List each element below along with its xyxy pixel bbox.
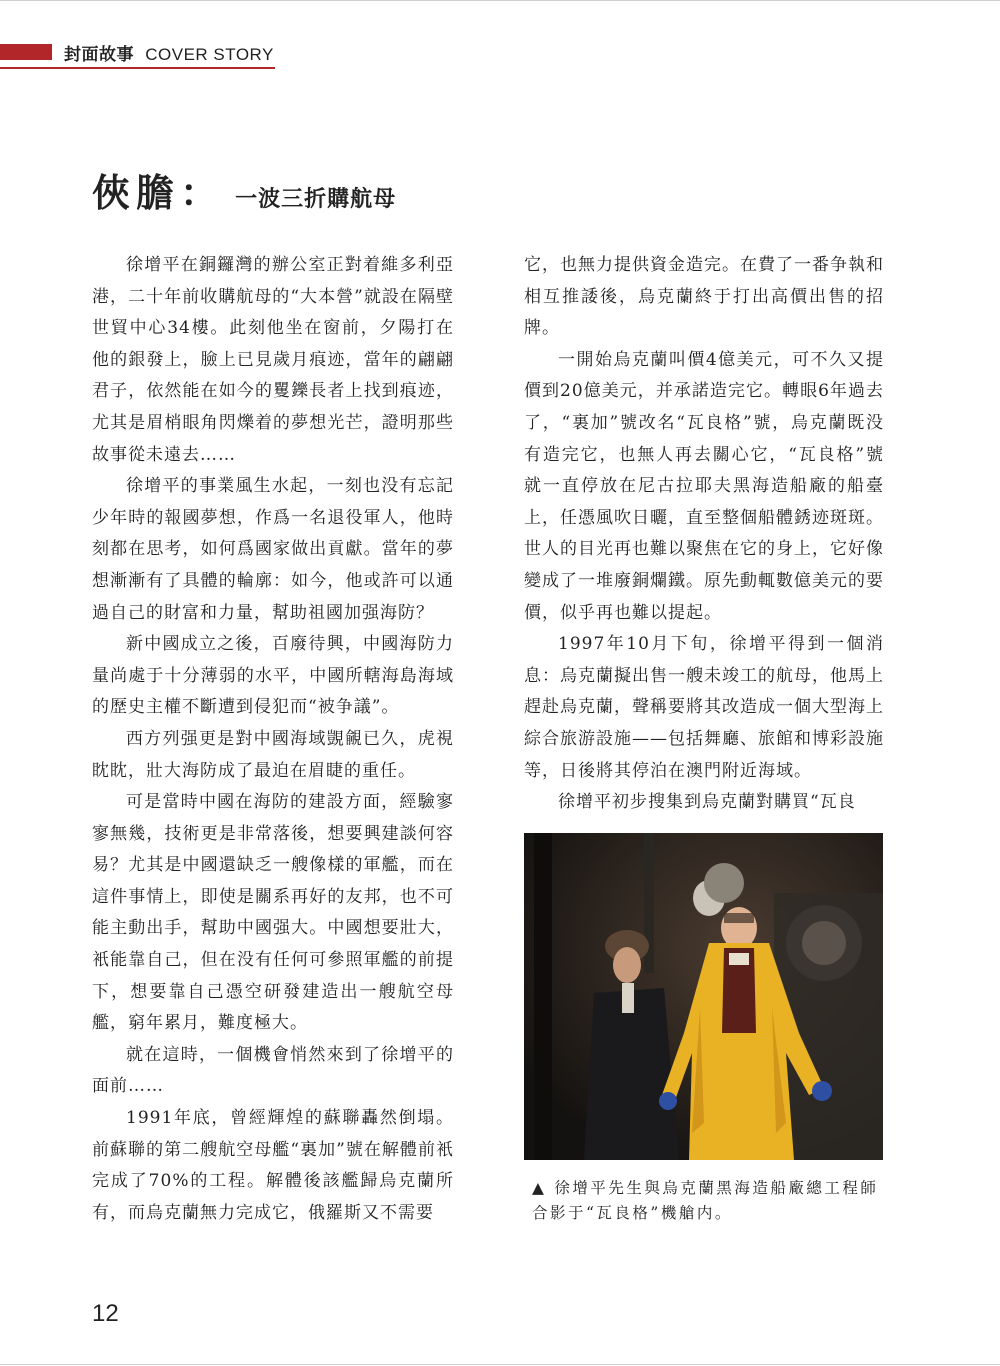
article-subtitle: 一波三折購航母 — [235, 187, 397, 212]
page-number: 12 — [92, 1300, 119, 1327]
article-title — [92, 162, 396, 217]
engine-room-photo — [524, 833, 883, 1160]
paragraph: 1997年10月下旬，徐增平得到一個消息：烏克蘭擬出售一艘未竣工的航母，他馬上趕赴烏克蘭，聲稱要將其改造成一個大型海上綜合旅游設施——包括舞廳、旅館和博彩設施等，日後將其停泊在澳門附近海域。 — [524, 634, 884, 781]
paragraph-continuation: 它，也無力提供資金造完。在費了一番争執和相互推諉後，烏克蘭終于打出高價出售的招牌。 — [524, 255, 884, 339]
paragraph: 一開始烏克蘭叫價4億美元，可不久又提價到20億美元，并承諾造完它。轉眼6年過去了，“裏加”號改名“瓦良格”號，烏克蘭既没有造完它，也無人再去關心它，“瓦良格”號就一直停放在尼古拉耶夫黑海造船廠的船臺上，任憑風吹日曬，直至整個船體銹迹斑斑。世人的目光再也難以聚焦在它的身上，它好像變成了一堆廢銅爛鐵。原先動輒數億美元的要價，似乎再也難以提起。 — [524, 349, 884, 623]
paragraph: 新中國成立之後，百廢待興，中國海防力量尚處于十分薄弱的水平，中國所轄海島海域的歷史主權不斷遭到侵犯而“被争議”。 — [92, 634, 454, 718]
section-label-zh: 封面故事 — [64, 45, 134, 64]
paragraph: 就在這時，一個機會悄然來到了徐增平的面前…… — [92, 1044, 454, 1097]
triangle-marker-icon: ▲ — [532, 1179, 547, 1197]
paragraph: 西方列强更是對中國海域覬覦已久，虎視眈眈，壯大海防成了最迫在眉睫的重任。 — [92, 728, 454, 781]
right-column — [524, 250, 884, 819]
paragraph: 徐增平的事業風生水起，一刻也没有忘記少年時的報國夢想，作爲一名退役軍人，他時刻都在思考，如何爲國家做出貢獻。當年的夢想漸漸有了具體的輪廓：如今，他或許可以通過自己的財富和力量，幫助祖國加强海防？ — [92, 476, 454, 623]
paragraph: 可是當時中國在海防的建設方面，經驗寥寥無幾，技術更是非常落後，想要興建談何容易？尤其是中國還缺乏一艘像樣的軍艦，而在這件事情上，即使是關系再好的友邦，也不可能主動出手，幫助中國强大。中國想要壯大，衹能靠自己，但在没有任何可參照軍艦的前提下，想要靠自己憑空研發建造出一艘航空母艦，窮年累月，難度極大。 — [92, 792, 454, 1034]
photo-illustration — [524, 833, 883, 1160]
section-header — [0, 38, 275, 70]
article-title-colon: ： — [180, 170, 225, 215]
paragraph: 1991年底，曾經輝煌的蘇聯轟然倒塌。前蘇聯的第二艘航空母艦“裏加”號在解體前衹完成了70%的工程。解體後該艦歸烏克蘭所有，而烏克蘭無力完成它，俄羅斯又不需要 — [92, 1108, 454, 1223]
paragraph: 徐增平在銅鑼灣的辦公室正對着維多利亞港，二十年前收購航母的“大本營”就設在隔壁世貿中心34樓。此刻他坐在窗前，夕陽打在他的銀發上，臉上已見歲月痕迹，當年的翩翩君子，依然能在如今的矍鑠長者上找到痕迹，尤其是眉梢眼角閃爍着的夢想光芒，證明那些故事從未遠去…… — [92, 255, 454, 465]
article-title-main: 俠膽 — [92, 170, 181, 215]
caption-text: 徐增平先生與烏克蘭黑海造船廠總工程師合影于“瓦良格”機艙内。 — [532, 1179, 879, 1222]
section-underline — [0, 67, 275, 69]
top-rule — [0, 0, 1000, 1]
left-column — [92, 250, 454, 1229]
section-marker-bar — [0, 44, 52, 60]
bottom-rule — [0, 1364, 1000, 1365]
photo-caption — [532, 1176, 888, 1226]
paragraph: 徐增平初步搜集到烏克蘭對購買“瓦良 — [558, 792, 856, 813]
section-label — [64, 40, 274, 65]
section-label-en: COVER STORY — [145, 45, 274, 64]
